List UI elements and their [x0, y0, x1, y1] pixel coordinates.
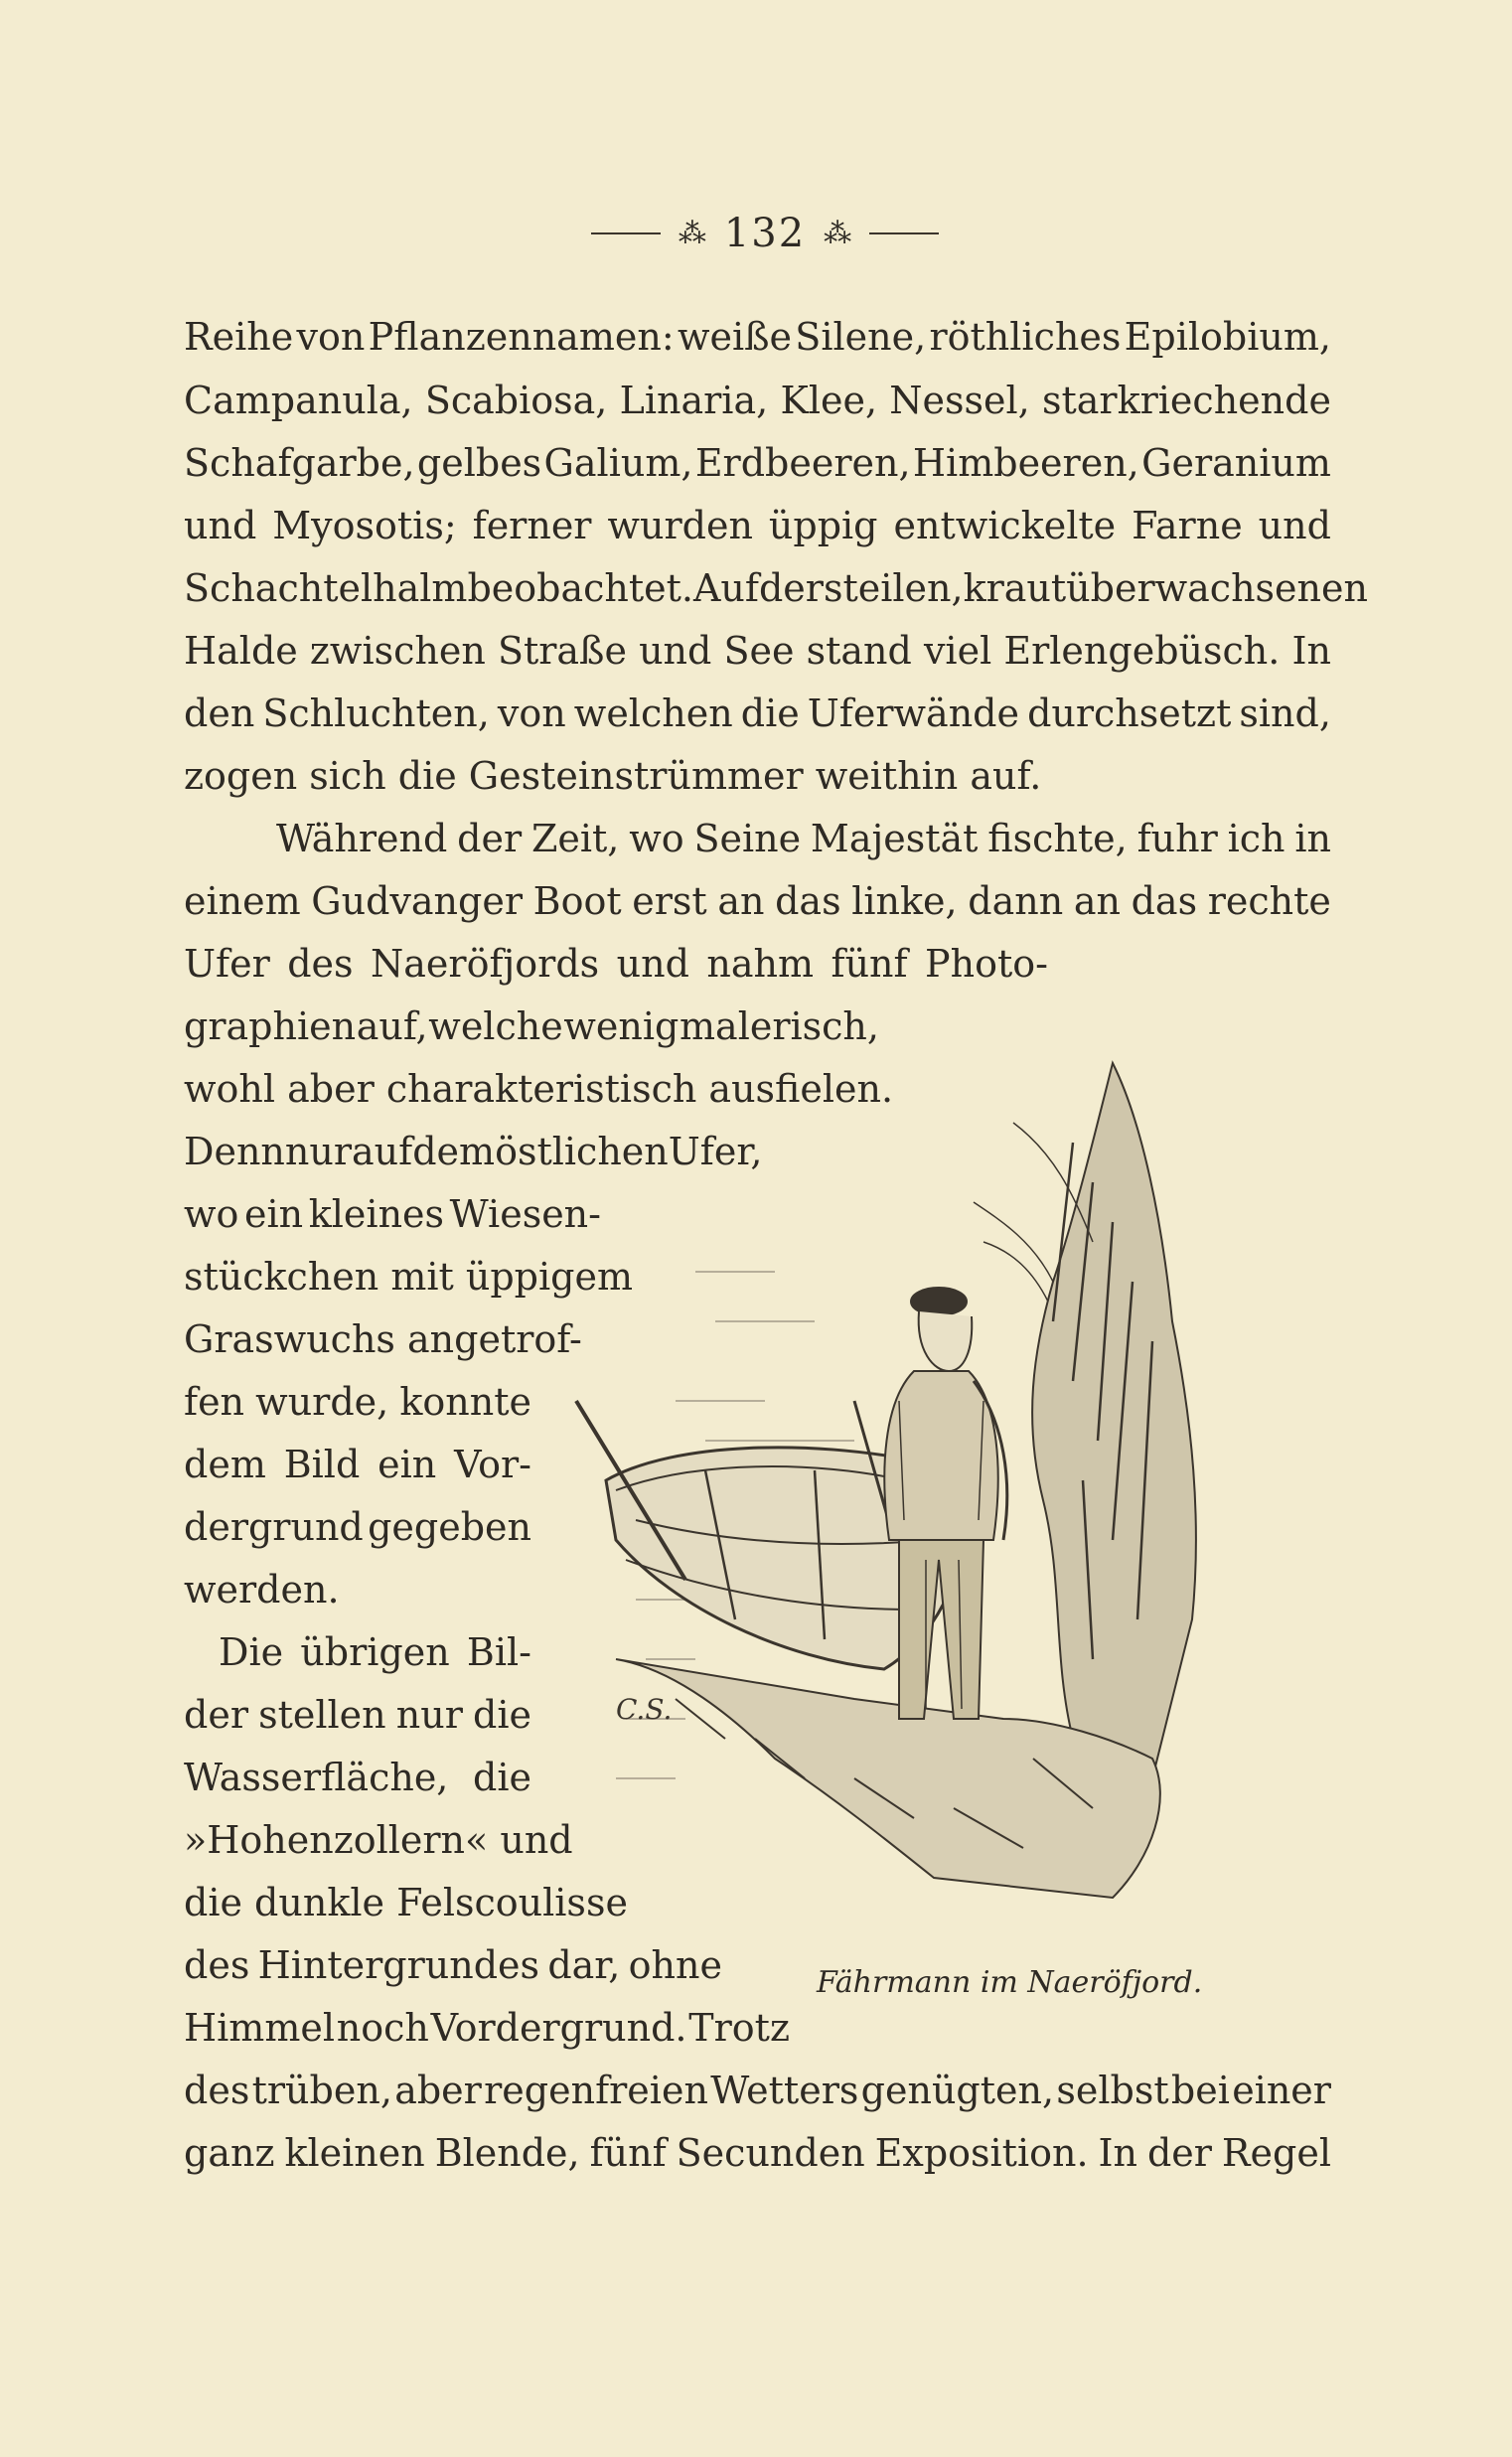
word: genügten, — [860, 2069, 1055, 2112]
word: Die — [219, 1630, 284, 1674]
ferryman-figure — [884, 1288, 1006, 1719]
word: graphien — [184, 1004, 357, 1048]
word: der — [184, 1693, 248, 1737]
text-line — [184, 691, 1331, 735]
word: welche — [428, 1004, 563, 1048]
word: wurden — [607, 504, 753, 547]
word: Schachtelhalm — [184, 566, 468, 610]
cliff — [974, 1063, 1196, 1778]
text-line: stückchen mit üppigem — [184, 1255, 634, 1299]
text-line — [184, 441, 1331, 485]
ornament-rule-left — [591, 232, 661, 234]
word: des — [287, 942, 354, 986]
word: Regel — [1221, 2131, 1331, 2175]
word: Himbeeren, — [912, 441, 1139, 485]
word: welchen — [573, 691, 733, 735]
word: Silene, — [795, 315, 927, 359]
word: und — [184, 504, 257, 547]
word: der — [457, 817, 523, 860]
word: Wiesen- — [449, 1192, 601, 1236]
word: des — [184, 2069, 250, 2112]
word: fen — [184, 1380, 245, 1424]
word: fischte, — [987, 817, 1128, 860]
word: die — [740, 691, 800, 735]
word: nur — [284, 1130, 353, 1173]
word: In — [1098, 2131, 1137, 2175]
text-line — [184, 1505, 531, 1549]
word: fuhr — [1136, 817, 1218, 860]
word: stand — [806, 629, 912, 673]
text-line — [184, 1693, 531, 1737]
word: Schluchten, — [262, 691, 490, 735]
word: von — [497, 691, 566, 735]
text-line — [276, 817, 1331, 860]
text-line: Graswuchs angetrof- — [184, 1317, 582, 1361]
text-line: »Hohenzollern« und — [184, 1818, 573, 1862]
word: ferner — [472, 504, 592, 547]
word: viel — [923, 629, 992, 673]
word: bei — [1170, 2069, 1230, 2112]
word: an — [717, 879, 765, 923]
word: üppig — [768, 504, 878, 547]
word: dar, — [547, 1943, 621, 1987]
word: die — [473, 1756, 531, 1799]
word: nahm — [706, 942, 815, 986]
word: einer — [1232, 2069, 1331, 2112]
word: das — [1131, 879, 1198, 923]
word: Geranium — [1141, 441, 1331, 485]
text-line — [184, 2006, 790, 2050]
word: See — [723, 629, 795, 673]
word: Hintergrundes — [257, 1943, 540, 1987]
word: Während — [276, 817, 448, 860]
figure-caption: Fährmann im Naeröfjord. — [817, 1965, 1203, 2000]
word: Photo- — [925, 942, 1048, 986]
word: Straße — [497, 629, 627, 673]
word: dergrund — [184, 1505, 364, 1549]
word: Denn — [184, 1130, 285, 1173]
word: Wasserfläche, — [184, 1756, 449, 1799]
word: Erdbeeren, — [694, 441, 911, 485]
word: Farne — [1132, 504, 1243, 547]
word: fünf — [589, 2131, 667, 2175]
word: und — [616, 942, 689, 986]
word: ganz — [184, 2131, 275, 2175]
word: zwischen — [309, 629, 486, 673]
page-number: 132 — [723, 211, 807, 256]
word: regenfreien — [484, 2069, 708, 2112]
word: Halde — [184, 629, 298, 673]
text-line — [184, 942, 1048, 986]
word: ohne — [628, 1943, 722, 1987]
word: Epilobium, — [1124, 315, 1331, 359]
word: durchsetzt — [1027, 691, 1232, 735]
word: einem — [184, 879, 301, 923]
word: Seine — [693, 817, 802, 860]
text-line — [184, 1443, 531, 1486]
word: beobachtet. — [467, 566, 693, 610]
word: dann — [968, 879, 1064, 923]
word: noch — [336, 2006, 429, 2050]
word: wo — [629, 817, 684, 860]
word: wo — [184, 1192, 239, 1236]
word: der — [1146, 2131, 1212, 2175]
word: malerisch, — [680, 1004, 879, 1048]
text-line: wohl aber charakteristisch ausfielen. — [184, 1067, 894, 1111]
word: Pflanzennamen: — [368, 315, 675, 359]
word: starkriechende — [1041, 379, 1331, 422]
word: Campanula, — [184, 379, 413, 422]
word: Vordergrund. — [430, 2006, 687, 2050]
text-line: die dunkle Felscoulisse — [184, 1881, 628, 1924]
word: aber — [394, 2069, 482, 2112]
text-line — [184, 504, 1331, 547]
word: gegeben — [368, 1505, 531, 1549]
word: auf, — [356, 1004, 428, 1048]
word: trüben, — [251, 2069, 392, 2112]
word: Schafgarbe, — [184, 441, 415, 485]
word: Klee, — [780, 379, 878, 422]
word: selbst — [1056, 2069, 1169, 2112]
text-line — [184, 1756, 531, 1799]
ferryman-illustration — [556, 1023, 1232, 1967]
artist-signature: C.S. — [616, 1693, 673, 1726]
text-line — [184, 566, 1368, 610]
word: ich — [1227, 817, 1285, 860]
text-line — [184, 315, 1331, 359]
text-line: werden. — [184, 1568, 340, 1612]
word: auf — [352, 1130, 413, 1173]
word: röthliches — [929, 315, 1122, 359]
word: des — [184, 1943, 250, 1987]
word: krautüberwachsenen — [963, 566, 1368, 610]
word: übrigen — [300, 1630, 450, 1674]
word: Linaria, — [619, 379, 769, 422]
text-line — [184, 1192, 601, 1236]
text-line — [184, 629, 1331, 673]
word: Zeit, — [530, 817, 620, 860]
word: die — [473, 1693, 531, 1737]
word: steilen, — [823, 566, 964, 610]
page-header — [556, 204, 974, 263]
word: rechte — [1207, 879, 1331, 923]
word: Reihe — [184, 315, 294, 359]
word: Trotz — [688, 2006, 790, 2050]
ornament-left-icon: ⁂ — [678, 217, 706, 249]
word: Wetters — [710, 2069, 859, 2112]
word: Ufer, — [668, 1130, 763, 1173]
word: Boot — [532, 879, 622, 923]
word: Blende, — [434, 2131, 580, 2175]
word: ein — [244, 1192, 304, 1236]
word: Himmel — [184, 2006, 335, 2050]
word: Secunden — [676, 2131, 865, 2175]
word: wurde, — [255, 1380, 389, 1424]
word: Naeröfjords — [371, 942, 600, 986]
word: Auf — [692, 566, 759, 610]
word: und — [639, 629, 712, 673]
word: von — [296, 315, 366, 359]
word: Galium, — [543, 441, 693, 485]
word: dem — [184, 1443, 266, 1486]
word: linke, — [851, 879, 958, 923]
word: Scabiosa, — [424, 379, 608, 422]
word: Bild — [283, 1443, 361, 1486]
text-line — [184, 2069, 1331, 2112]
word: in — [1294, 817, 1331, 860]
word: konnte — [399, 1380, 531, 1424]
word: Nessel, — [889, 379, 1030, 422]
word: ein — [378, 1443, 437, 1486]
word: dem — [412, 1130, 496, 1173]
word: Ufer — [184, 942, 270, 986]
text-line — [184, 1380, 531, 1424]
word: östlichen — [495, 1130, 669, 1173]
word: sind, — [1239, 691, 1331, 735]
text-line — [184, 2131, 1331, 2175]
word: stellen — [258, 1693, 386, 1737]
word: kleinen — [284, 2131, 425, 2175]
text-line — [184, 879, 1331, 923]
word: Myosotis; — [272, 504, 457, 547]
word: und — [1258, 504, 1331, 547]
ornament-rule-right — [869, 232, 939, 234]
text-line — [219, 1630, 531, 1674]
word: Uferwände — [807, 691, 1019, 735]
word: nur — [395, 1693, 463, 1737]
word: fünf — [831, 942, 908, 986]
word: Erlengebüsch. — [1003, 629, 1281, 673]
word: Exposition. — [874, 2131, 1089, 2175]
word: Majestät — [810, 817, 979, 860]
word: wenig — [563, 1004, 680, 1048]
word: das — [775, 879, 841, 923]
word: den — [184, 691, 255, 735]
word: kleines — [308, 1192, 445, 1236]
word: Bil- — [466, 1630, 531, 1674]
word: Vor- — [454, 1443, 531, 1486]
text-line — [184, 379, 1331, 422]
word: gelbes — [416, 441, 542, 485]
ornament-right-icon: ⁂ — [824, 217, 852, 249]
word: an — [1073, 879, 1121, 923]
word: erst — [632, 879, 707, 923]
text-line: zogen sich die Gesteinstrümmer weithin auf. — [184, 754, 1042, 798]
word: entwickelte — [893, 504, 1117, 547]
word: In — [1291, 629, 1331, 673]
word: der — [758, 566, 824, 610]
word: weiße — [677, 315, 792, 359]
word: Gudvanger — [311, 879, 524, 923]
